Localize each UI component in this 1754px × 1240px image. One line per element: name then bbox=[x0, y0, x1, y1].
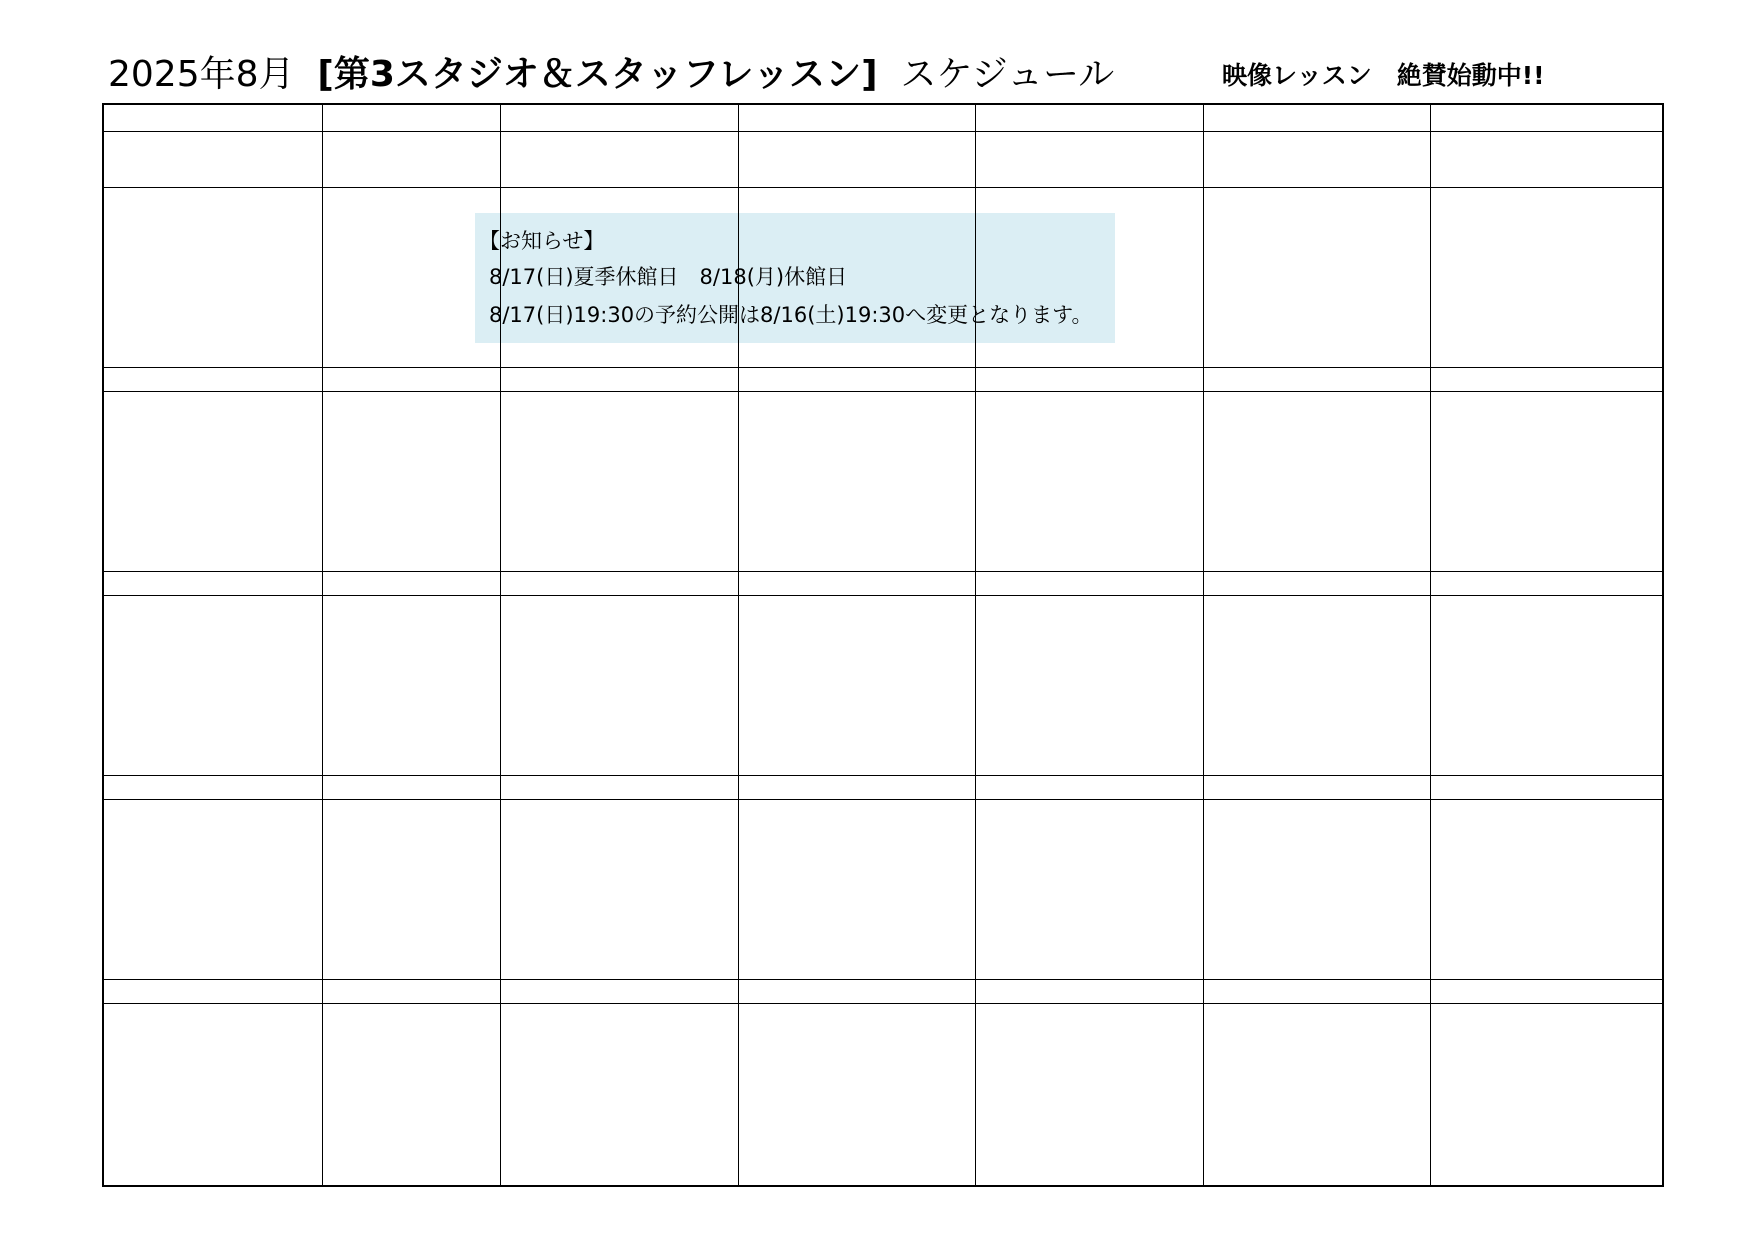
notice-line-2: 8/17(日)19:30の予約公開は8/16(土)19:30へ変更となります。 bbox=[489, 303, 1093, 327]
column-divider bbox=[322, 105, 323, 1185]
column-divider bbox=[738, 105, 739, 1185]
row-divider bbox=[104, 775, 1662, 776]
row-divider bbox=[104, 979, 1662, 980]
notice-line-1: 8/17(日)夏季休館日 8/18(月)休館日 bbox=[489, 265, 848, 289]
row-divider bbox=[104, 595, 1662, 596]
row-divider bbox=[104, 367, 1662, 368]
row-divider bbox=[104, 799, 1662, 800]
row-divider bbox=[104, 391, 1662, 392]
schedule-calendar bbox=[102, 103, 1664, 1187]
row-divider bbox=[104, 187, 1662, 188]
promo-text: 映像レッスン 絶賛始動中!! bbox=[1222, 61, 1545, 90]
column-divider bbox=[1430, 105, 1431, 1185]
row-divider bbox=[104, 131, 1662, 132]
page-title bbox=[108, 46, 1114, 97]
row-divider bbox=[104, 571, 1662, 572]
row-divider bbox=[104, 1003, 1662, 1004]
title-name: [第3スタジオ＆スタッフレッスン] bbox=[317, 54, 878, 95]
title-suffix: スケジュール bbox=[900, 54, 1115, 95]
column-divider bbox=[1203, 105, 1204, 1185]
title-month: 2025年8月 bbox=[108, 54, 295, 95]
column-divider bbox=[500, 105, 501, 1185]
notice-box bbox=[475, 213, 1115, 343]
notice-heading: 【お知らせ】 bbox=[479, 229, 605, 253]
column-divider bbox=[975, 105, 976, 1185]
